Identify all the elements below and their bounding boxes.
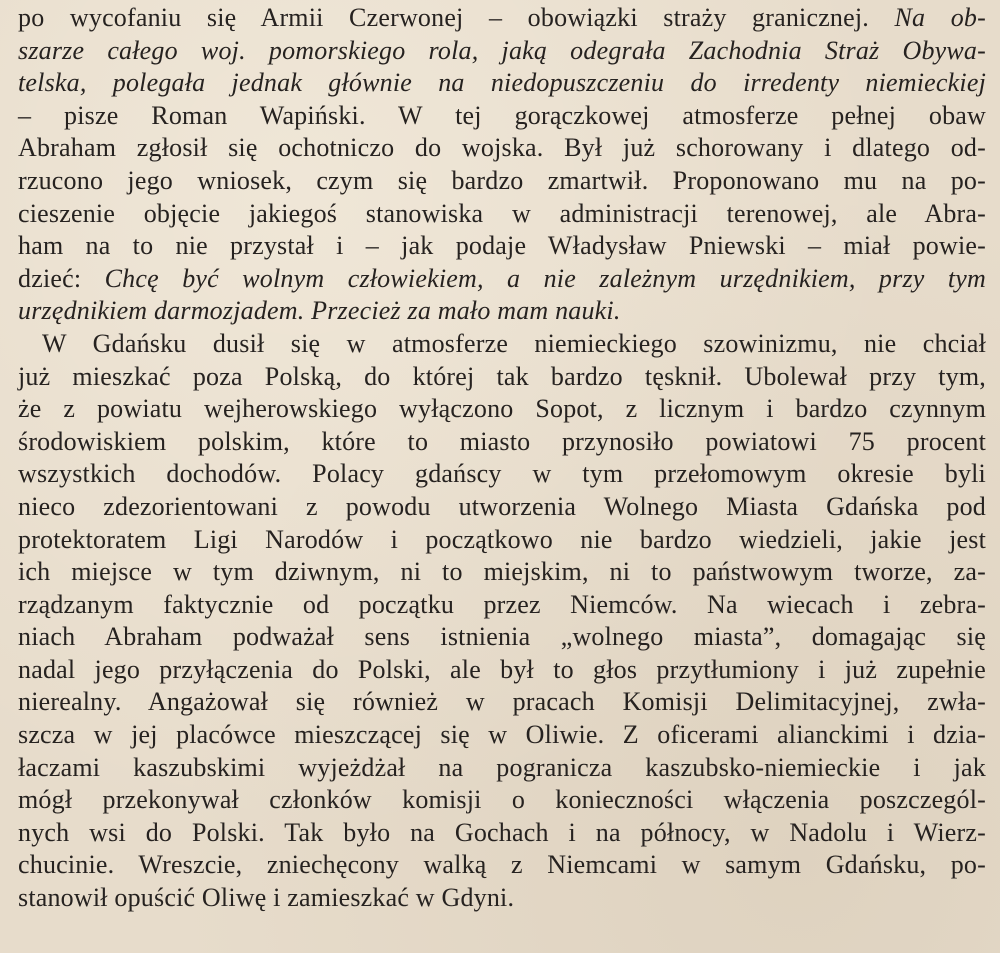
text-line [18,458,986,491]
text-line [18,132,986,165]
italic-quote-segment: Chcę być wolnym człowiekiem, a nie zależnym urzędnikiem, przy tym [104,263,987,293]
text-line [18,882,986,915]
italic-quote-segment: telska, polegała jednak głównie na niedopuszczeniu do irredenty niemieckiej [18,68,986,98]
text-line [18,361,986,394]
text-segment: chucinie. Wreszcie, zniechęcony walką z Niemcami w samym Gdańsku, po- [18,850,986,880]
text-segment: po wycofaniu się Armii Czerwonej – obowiązki straży granicznej. [18,3,895,32]
text-segment: W Gdańsku dusił się w atmosferze niemieckiego szowinizmu, nie chciał [42,328,986,358]
text-line [18,491,986,524]
text-line [18,719,986,752]
text-line [18,784,986,817]
text-line [18,654,986,687]
text-segment: rzucono jego wniosek, czym się bardzo zmartwił. Proponowano mu na po- [18,165,986,195]
italic-quote-segment: Na ob- [894,3,986,32]
text-line [18,849,986,882]
text-line [18,686,986,719]
text-line [18,230,986,263]
paragraph [18,328,986,915]
text-segment: Abraham zgłosił się ochotniczo do wojska. Był już schorowany i dlatego od- [18,133,986,163]
text-segment: cieszenie objęcie jakiegoś stanowiska w administracji terenowej, ale Abra- [18,198,986,228]
text-segment: stanowił opuścić Oliwę i zamieszkać w Gdyni. [18,883,515,913]
text-line [18,2,986,35]
text-line [18,752,986,785]
text-segment: niach Abraham podważał sens istnienia „wolnego miasta”, domagając się [18,622,986,652]
italic-quote-segment: urzędnikiem darmozjadem. Przecież za mało mam nauki. [18,296,621,326]
text-segment: mógł przekonywał członków komisji o konieczności włączenia poszczegól- [18,785,986,815]
text-segment: ich miejsce w tym dziwnym, ni to miejskim, ni to państwowym tworze, za- [18,557,986,587]
text-line [18,621,986,654]
text-line [18,817,986,850]
text-line [18,263,986,296]
text-segment: nieco zdezorientowani z powodu utworzenia Wolnego Miasta Gdańska pod [18,491,986,521]
text-line [18,198,986,231]
text-line [18,295,986,328]
text-line [18,426,986,459]
text-segment: środowiskiem polskim, które to miasto przynosiło powiatowi 75 procent [18,426,986,456]
text-line [18,100,986,133]
text-segment: nych wsi do Polski. Tak było na Gochach i na północy, w Nadolu i Wierz- [18,817,986,847]
text-segment: ham na to nie przystał i – jak podaje Władysław Pniewski – miał powie- [18,231,986,261]
text-line [18,589,986,622]
text-segment: – pisze Roman Wapiński. W tej gorączkowej atmosferze pełnej obaw [18,100,986,130]
paragraph [18,2,986,328]
text-segment: że z powiatu wejherowskiego wyłączono Sopot, z licznym i bardzo czynnym [18,394,986,424]
text-segment: protektoratem Ligi Narodów i początkowo nie bardzo wiedzieli, jakie jest [18,524,986,554]
text-line [18,35,986,68]
text-line [18,67,986,100]
text-segment: dzieć: [18,263,105,293]
text-segment: rządzanym faktycznie od początku przez Niemców. Na wiecach i zebra- [18,589,986,619]
text-line [18,556,986,589]
text-segment: już mieszkać poza Polską, do której tak bardzo tęsknił. Ubolewał przy tym, [18,361,986,391]
text-line [18,393,986,426]
text-segment: łaczami kaszubskimi wyjeżdżał na pogranicza kaszubsko-niemieckie i jak [18,752,986,782]
text-segment: nierealny. Angażował się również w pracach Komisji Delimitacyjnej, zwła- [18,687,986,717]
text-segment: nadal jego przyłączenia do Polski, ale był to głos przytłumiony i już zupełnie [18,654,986,684]
text-line [18,165,986,198]
text-line [18,328,986,361]
text-segment: wszystkich dochodów. Polacy gdańscy w tym przełomowym okresie byli [18,459,986,489]
italic-quote-segment: szarze całego woj. pomorskiego rola, jaką odegrała Zachodnia Straż Obywa- [18,35,986,65]
text-segment: szcza w jej placówce mieszczącej się w Oliwie. Z oficerami alianckimi i dzia- [18,720,986,750]
text-line [18,524,986,557]
